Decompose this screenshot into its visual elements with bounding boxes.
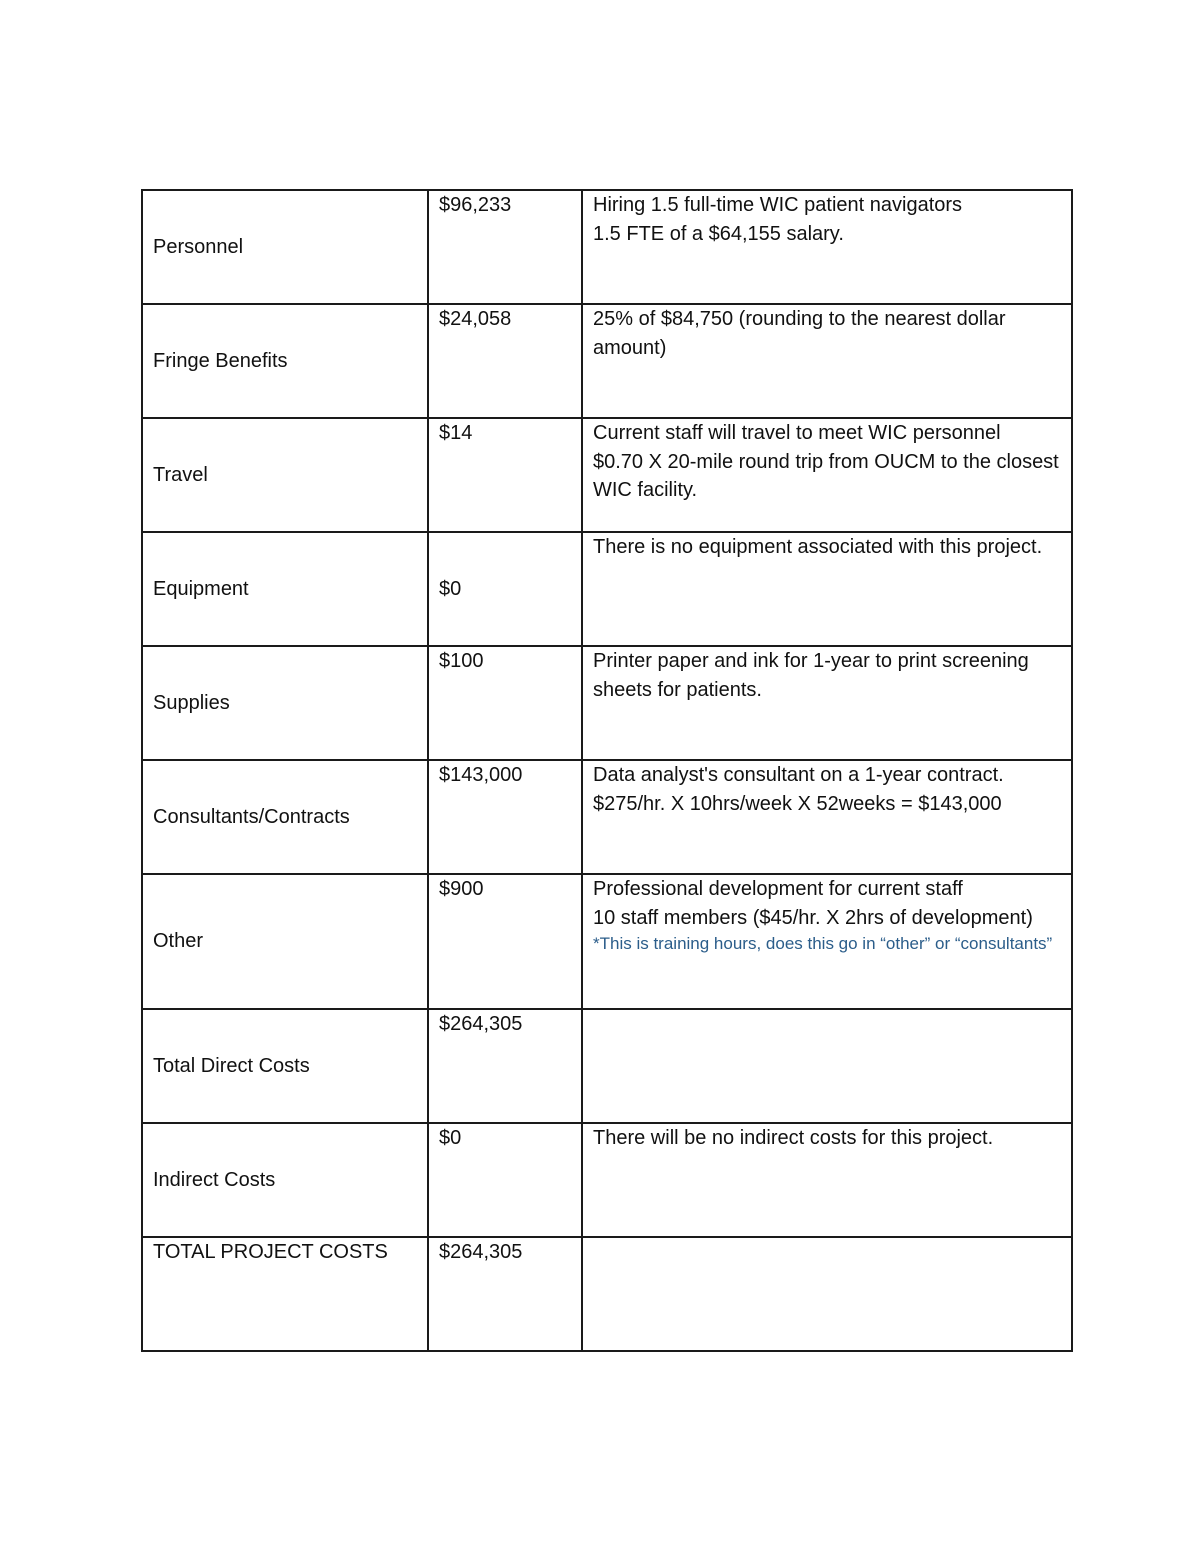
justification-line: Hiring 1.5 full-time WIC patient navigators <box>593 194 963 216</box>
category-cell: Equipment <box>142 532 428 646</box>
justification-cell <box>582 304 1072 418</box>
budget-table <box>141 189 1073 1352</box>
category-cell: Travel <box>142 418 428 532</box>
amount-cell: $96,233 <box>428 190 582 304</box>
justification-line: 1.5 FTE of a $64,155 salary. <box>593 222 844 245</box>
justification-line: There is no equipment associated with this project. <box>593 536 1043 558</box>
amount-cell: $900 <box>428 874 582 1009</box>
justification-line: Data analyst's consultant on a 1-year contract. <box>593 764 1004 786</box>
amount-cell: $143,000 <box>428 760 582 874</box>
amount-cell: $14 <box>428 418 582 532</box>
amount-cell: $24,058 <box>428 304 582 418</box>
table-row-total-project-costs <box>142 1237 1072 1351</box>
justification-line: Professional development for current staff <box>593 878 963 900</box>
table-row-total-direct-costs <box>142 1009 1072 1123</box>
category-cell: TOTAL PROJECT COSTS <box>142 1237 428 1351</box>
amount-cell: $0 <box>428 532 582 646</box>
justification-line: 10 staff members ($45/hr. X 2hrs of development) <box>593 906 1033 929</box>
category-cell: Fringe Benefits <box>142 304 428 418</box>
reviewer-note: *This is training hours, does this go in “other” or “consultants” <box>593 934 1053 953</box>
justification-cell <box>582 1123 1072 1237</box>
justification-cell <box>582 760 1072 874</box>
table-row-consultants <box>142 760 1072 874</box>
category-cell: Other <box>142 874 428 1009</box>
justification-cell <box>582 418 1072 532</box>
category-cell: Supplies <box>142 646 428 760</box>
table-row-other <box>142 874 1072 1009</box>
amount-cell: $100 <box>428 646 582 760</box>
amount-cell: $264,305 <box>428 1009 582 1123</box>
category-cell: Personnel <box>142 190 428 304</box>
justification-line: $275/hr. X 10hrs/week X 52weeks = $143,000 <box>593 792 1002 815</box>
table-row-indirect-costs <box>142 1123 1072 1237</box>
justification-cell <box>582 532 1072 646</box>
justification-line: 25% of $84,750 (rounding to the nearest dollar amount) <box>593 308 1006 359</box>
category-cell: Indirect Costs <box>142 1123 428 1237</box>
amount-cell: $0 <box>428 1123 582 1237</box>
justification-cell <box>582 1237 1072 1351</box>
justification-line: There will be no indirect costs for this project. <box>593 1127 994 1149</box>
category-cell: Total Direct Costs <box>142 1009 428 1123</box>
table-row-supplies <box>142 646 1072 760</box>
justification-cell <box>582 874 1072 1009</box>
table-row-travel <box>142 418 1072 532</box>
justification-cell <box>582 646 1072 760</box>
justification-line: Current staff will travel to meet WIC personnel <box>593 422 1001 444</box>
justification-cell <box>582 1009 1072 1123</box>
table-row-personnel <box>142 190 1072 304</box>
amount-cell: $264,305 <box>428 1237 582 1351</box>
table-row-fringe-benefits <box>142 304 1072 418</box>
justification-line: Printer paper and ink for 1-year to print screening sheets for patients. <box>593 650 1029 701</box>
category-cell: Consultants/Contracts <box>142 760 428 874</box>
table-row-equipment <box>142 532 1072 646</box>
justification-cell <box>582 190 1072 304</box>
justification-line: $0.70 X 20-mile round trip from OUCM to the closest WIC facility. <box>593 450 1059 501</box>
